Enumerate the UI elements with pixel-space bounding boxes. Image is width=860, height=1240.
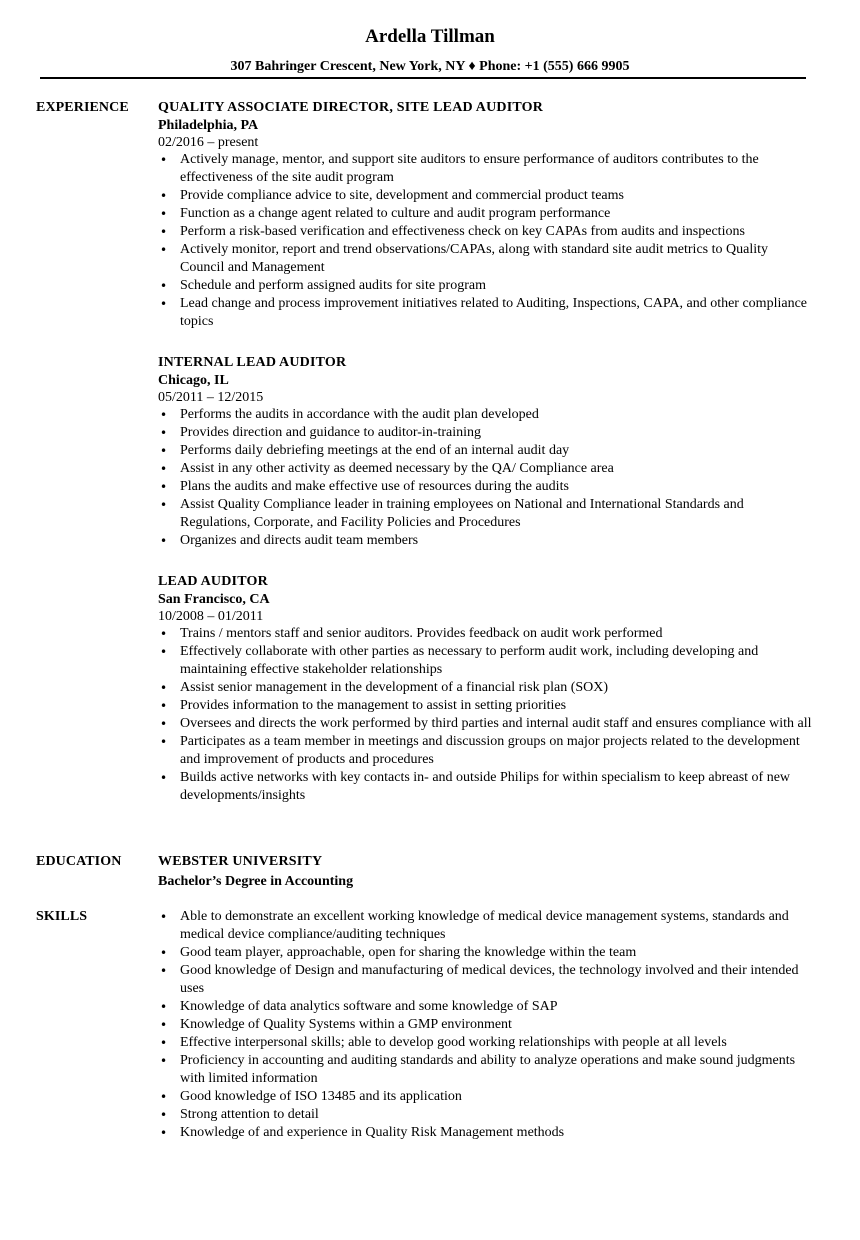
bullet-item: • Performs the audits in accordance with the audit plan developed <box>158 406 814 424</box>
job-title: LEAD AUDITOR <box>158 574 268 589</box>
bullet-item: • Performs daily debriefing meetings at the end of an internal audit day <box>158 442 814 460</box>
bullet-item: • Provides information to the management to assist in setting priorities <box>158 697 814 715</box>
candidate-name: Ardella Tillman <box>365 26 495 47</box>
skill-item: • Able to demonstrate an excellent working knowledge of medical device management systems, standards and medical device compliance/auditing techniques <box>158 908 814 944</box>
job-location: Philadelphia, PA <box>158 118 259 133</box>
bullet-item: • Trains / mentors staff and senior auditors. Provides feedback on audit work performed <box>158 625 814 643</box>
bullet-item: • Schedule and perform assigned audits for site program <box>158 277 814 295</box>
degree-name: Bachelor’s Degree in Accounting <box>158 874 354 889</box>
job-dates: 02/2016 – present <box>158 135 259 150</box>
bullet-item: • Builds active networks with key contacts in- and outside Philips for within specialism to keep abreast of new developments/insights <box>158 769 814 805</box>
skills-body <box>158 908 814 1142</box>
education-body <box>158 853 814 891</box>
job-title: QUALITY ASSOCIATE DIRECTOR, SITE LEAD AUDITOR <box>158 100 544 115</box>
header-divider <box>40 77 806 79</box>
job-entry <box>158 354 814 550</box>
education-label: EDUCATION <box>36 854 122 869</box>
experience-label: EXPERIENCE <box>36 100 129 115</box>
skills-label: SKILLS <box>36 909 88 924</box>
job-bullets <box>158 151 814 331</box>
skill-item: • Knowledge of and experience in Quality Risk Management methods <box>158 1124 814 1142</box>
bullet-item: • Assist senior management in the development of a financial risk plan (SOX) <box>158 679 814 697</box>
bullet-item: • Actively monitor, report and trend observations/CAPAs, along with standard site audit metrics to Quality Council and Management <box>158 241 814 277</box>
school-name: WEBSTER UNIVERSITY <box>158 854 323 869</box>
skill-item: • Knowledge of data analytics software and some knowledge of SAP <box>158 998 814 1016</box>
skills-list <box>158 908 814 1142</box>
skill-item: • Effective interpersonal skills; able to develop good working relationships with people at all levels <box>158 1034 814 1052</box>
job-location: San Francisco, CA <box>158 592 270 607</box>
bullet-item: • Participates as a team member in meetings and discussion groups on major projects related to the development and improvement of products and procedures <box>158 733 814 769</box>
bullet-item: • Effectively collaborate with other parties as necessary to perform audit work, including developing and maintaining effective stakeholder relationships <box>158 643 814 679</box>
job-bullets <box>158 406 814 550</box>
skill-item: • Good knowledge of ISO 13485 and its application <box>158 1088 814 1106</box>
job-bullets <box>158 625 814 805</box>
bullet-item: • Provides direction and guidance to auditor-in-training <box>158 424 814 442</box>
skill-item: • Knowledge of Quality Systems within a GMP environment <box>158 1016 814 1034</box>
job-entry <box>158 99 814 331</box>
resume-header <box>0 0 860 76</box>
skill-item: • Strong attention to detail <box>158 1106 814 1124</box>
job-title: INTERNAL LEAD AUDITOR <box>158 355 347 370</box>
bullet-item: • Plans the audits and make effective use of resources during the audits <box>158 478 814 496</box>
bullet-item: • Provide compliance advice to site, development and commercial product teams <box>158 187 814 205</box>
skill-item: • Good team player, approachable, open for sharing the knowledge within the team <box>158 944 814 962</box>
skill-item: • Proficiency in accounting and auditing standards and ability to analyze operations and make sound judgments with limited information <box>158 1052 814 1088</box>
bullet-item: • Organizes and directs audit team members <box>158 532 814 550</box>
job-location: Chicago, IL <box>158 373 229 388</box>
bullet-item: • Oversees and directs the work performed by third parties and internal audit staff and ensures compliance with all <box>158 715 814 733</box>
bullet-item: • Assist Quality Compliance leader in training employees on National and International Standards and Regulations, Corporate, and Facility Policies and Procedures <box>158 496 814 532</box>
skill-item: • Good knowledge of Design and manufacturing of medical devices, the technology involved and their intended uses <box>158 962 814 998</box>
bullet-item: • Perform a risk-based verification and effectiveness check on key CAPAs from audits and inspections <box>158 223 814 241</box>
bullet-item: • Function as a change agent related to culture and audit program performance <box>158 205 814 223</box>
job-dates: 05/2011 – 12/2015 <box>158 390 264 405</box>
bullet-item: • Assist in any other activity as deemed necessary by the QA/ Compliance area <box>158 460 814 478</box>
job-dates: 10/2008 – 01/2011 <box>158 609 264 624</box>
contact-line: 307 Bahringer Crescent, New York, NY ♦ Phone: +1 (555) 666 9905 <box>230 59 630 74</box>
bullet-item: • Lead change and process improvement initiatives related to Auditing, Inspections, CAPA, and other compliance topics <box>158 295 814 331</box>
job-entry <box>158 573 814 805</box>
bullet-item: • Actively manage, mentor, and support site auditors to ensure performance of auditors contributes to the effectiveness of the site audit program <box>158 151 814 187</box>
experience-list <box>158 99 814 828</box>
